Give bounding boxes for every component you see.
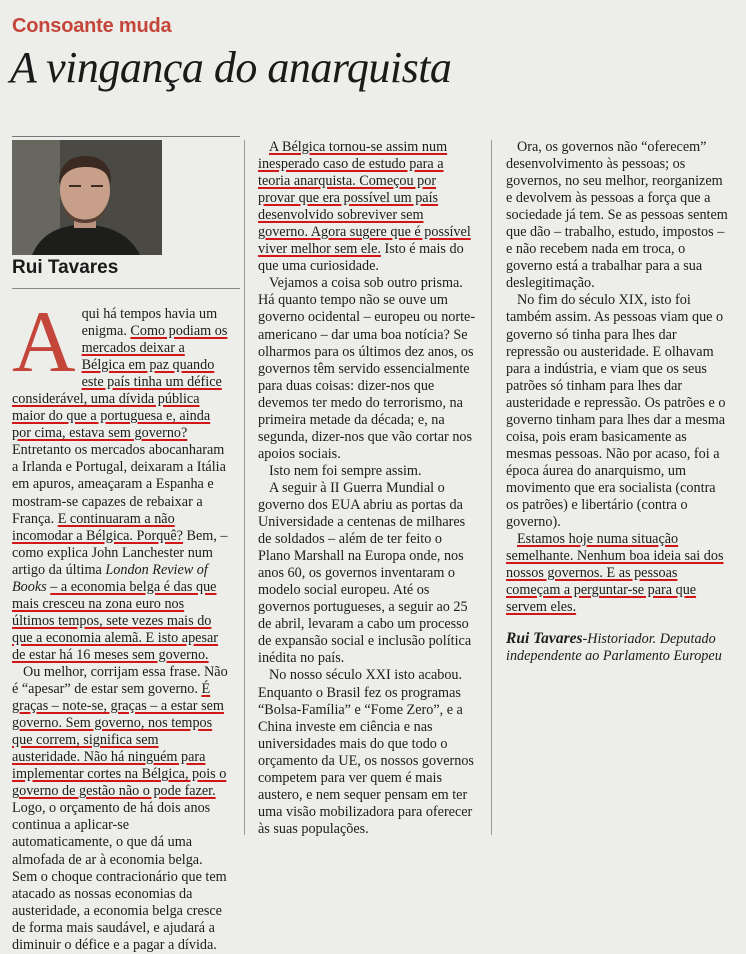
author-photo [12,140,162,255]
drop-cap: A [12,294,76,391]
paragraph-8: Ora, os governos não “oferecem” desenvolvimento às pessoas; os governos, no seu melhor, reorganizem e devolvem às pessoas a força que a sociedade já tem. Se as pessoas sentem que dão – trabalho, estudo, impostos – e não recebem nada em troca, o governo está a trabalhar para a sua deslegitimação. [506,139,728,292]
column-divider-2 [491,140,492,835]
author-signature [506,630,728,665]
top-rule [12,136,240,137]
paragraph-4: Vejamos a coisa sob outro prisma. Há quanto tempo não se ouve um governo ocidental – europeu ou norte-americano – dar uma boa notícia? Se olharmos para os últimos dez anos, os governos têm servido essencialmente para duas coisas: dizer-nos que devemos ter medo do terrorismo, na primeira metade da década; e, na segunda, dizer-nos que vão cortar nos apoios sociais. [258,275,476,462]
paragraph-5: Isto nem foi sempre assim. [269,462,422,479]
portrait-icon [12,140,162,255]
signature-name: Rui Tavares [506,630,583,648]
article-column-3 [506,139,728,665]
name-rule [12,288,240,289]
paragraph-3: A Bélgica tornou-se assim num inesperado caso de estudo para a teoria anarquista. Começou por provar que era possível um país desenvolvido sobreviver sem governo. Agora sugere que é possível viver melhor sem ele. Isto é mais do que uma curiosidade. [258,139,471,275]
section-kicker: Consoante muda [12,15,172,37]
paragraph-10: Estamos hoje numa situação semelhante. Nenhum boa ideia sai dos nossos governos. E as pessoas começam a perguntar-se para que servem eles. [506,531,724,616]
signature-role: -Historiador. Deputado independente ao Parlamento Europeu [506,631,722,665]
paragraph-1: Aqui há tempos havia um enigma. Como podiam os mercados deixar a Bélgica em paz quando este país tinha um défice considerável, uma dívida pública maior do que a portuguesa e, ainda por cima, estava sem governo? Entretanto os mercados abocanharam a Irlanda e Portugal, deixaram a Itália em apuros, ameaçaram a Espanha e mostram-se capazes de rebaixar a França. E continuaram a não incomodar a Bélgica. Porquê? Bem, – como explica John Lanchester num artigo da última London Review of Books – a economia belga é das que mais cresceu na zona euro nos últimos tempos, sete vezes mais do que a economia alemã. E isto apesar de estar há 16 meses sem governo. [12,294,228,663]
column-divider-1 [244,140,245,835]
paragraph-2: Ou melhor, corrijam essa frase. Não é “apesar” de estar sem governo. É graças – note-se, graças – a estar sem governo. Sem governo, nos tempos que correm, significa sem austeridade. Não há ninguém para implementar cortes na Bélgica, pois o governo de gestão não o pode fazer. Logo, o orçamento de há dois anos continua a aplicar-se automaticamente, o que dá uma almofada de ar à economia belga. Sem o choque contracionário que tem atacado as nossas economias da austeridade, a economia belga cresce de forma mais saudável, e ajudará a diminuir o défice e a pagar a dívida. [12,663,228,953]
headline: A vingança do anarquista [10,43,452,92]
paragraph-7: No nosso século XXI isto acabou. Enquanto o Brasil fez os programas “Bolsa-Família” e “Fome Zero”, e a China investe em ciência e nas universidades mais do que todo o orçamento da UE, os nossos governos competem para ver quem é mais austero, e nem sequer pensam em ter uma visão mobilizadora para oferecer às suas populações. [258,667,474,837]
article-column-2 [258,139,476,838]
paragraph-6: A seguir à II Guerra Mundial o governo dos EUA abriu as portas da Universidade a centenas de milhares de soldados – além de ter feito o Plano Marshall na Europa onde, nos anos 60, os governos inventaram o modelo social europeu. Até os governos portugueses, a seguir ao 25 de abril, levaram a cabo um processo de expansão social e inclusão política inédita no país. [258,479,472,667]
article-column-1 [12,294,228,954]
paragraph-9: No fim do século XIX, isto foi também assim. As pessoas viam que o governo só tinha para lhes dar repressão ou austeridade. E olhavam para a indústria, e viam que os seus patrões só tinham para lhes dar austeridade e repressão. Os patrões e o governo tinham para lhes dar a mesma coisa, pois eram basicamente as mesmas pessoas. Não por acaso, foi a época áurea do anarquismo, um movimento que era socialista (contra os patrões) e libertário (contra o governo). [506,292,726,531]
author-name: Rui Tavares [12,257,119,278]
